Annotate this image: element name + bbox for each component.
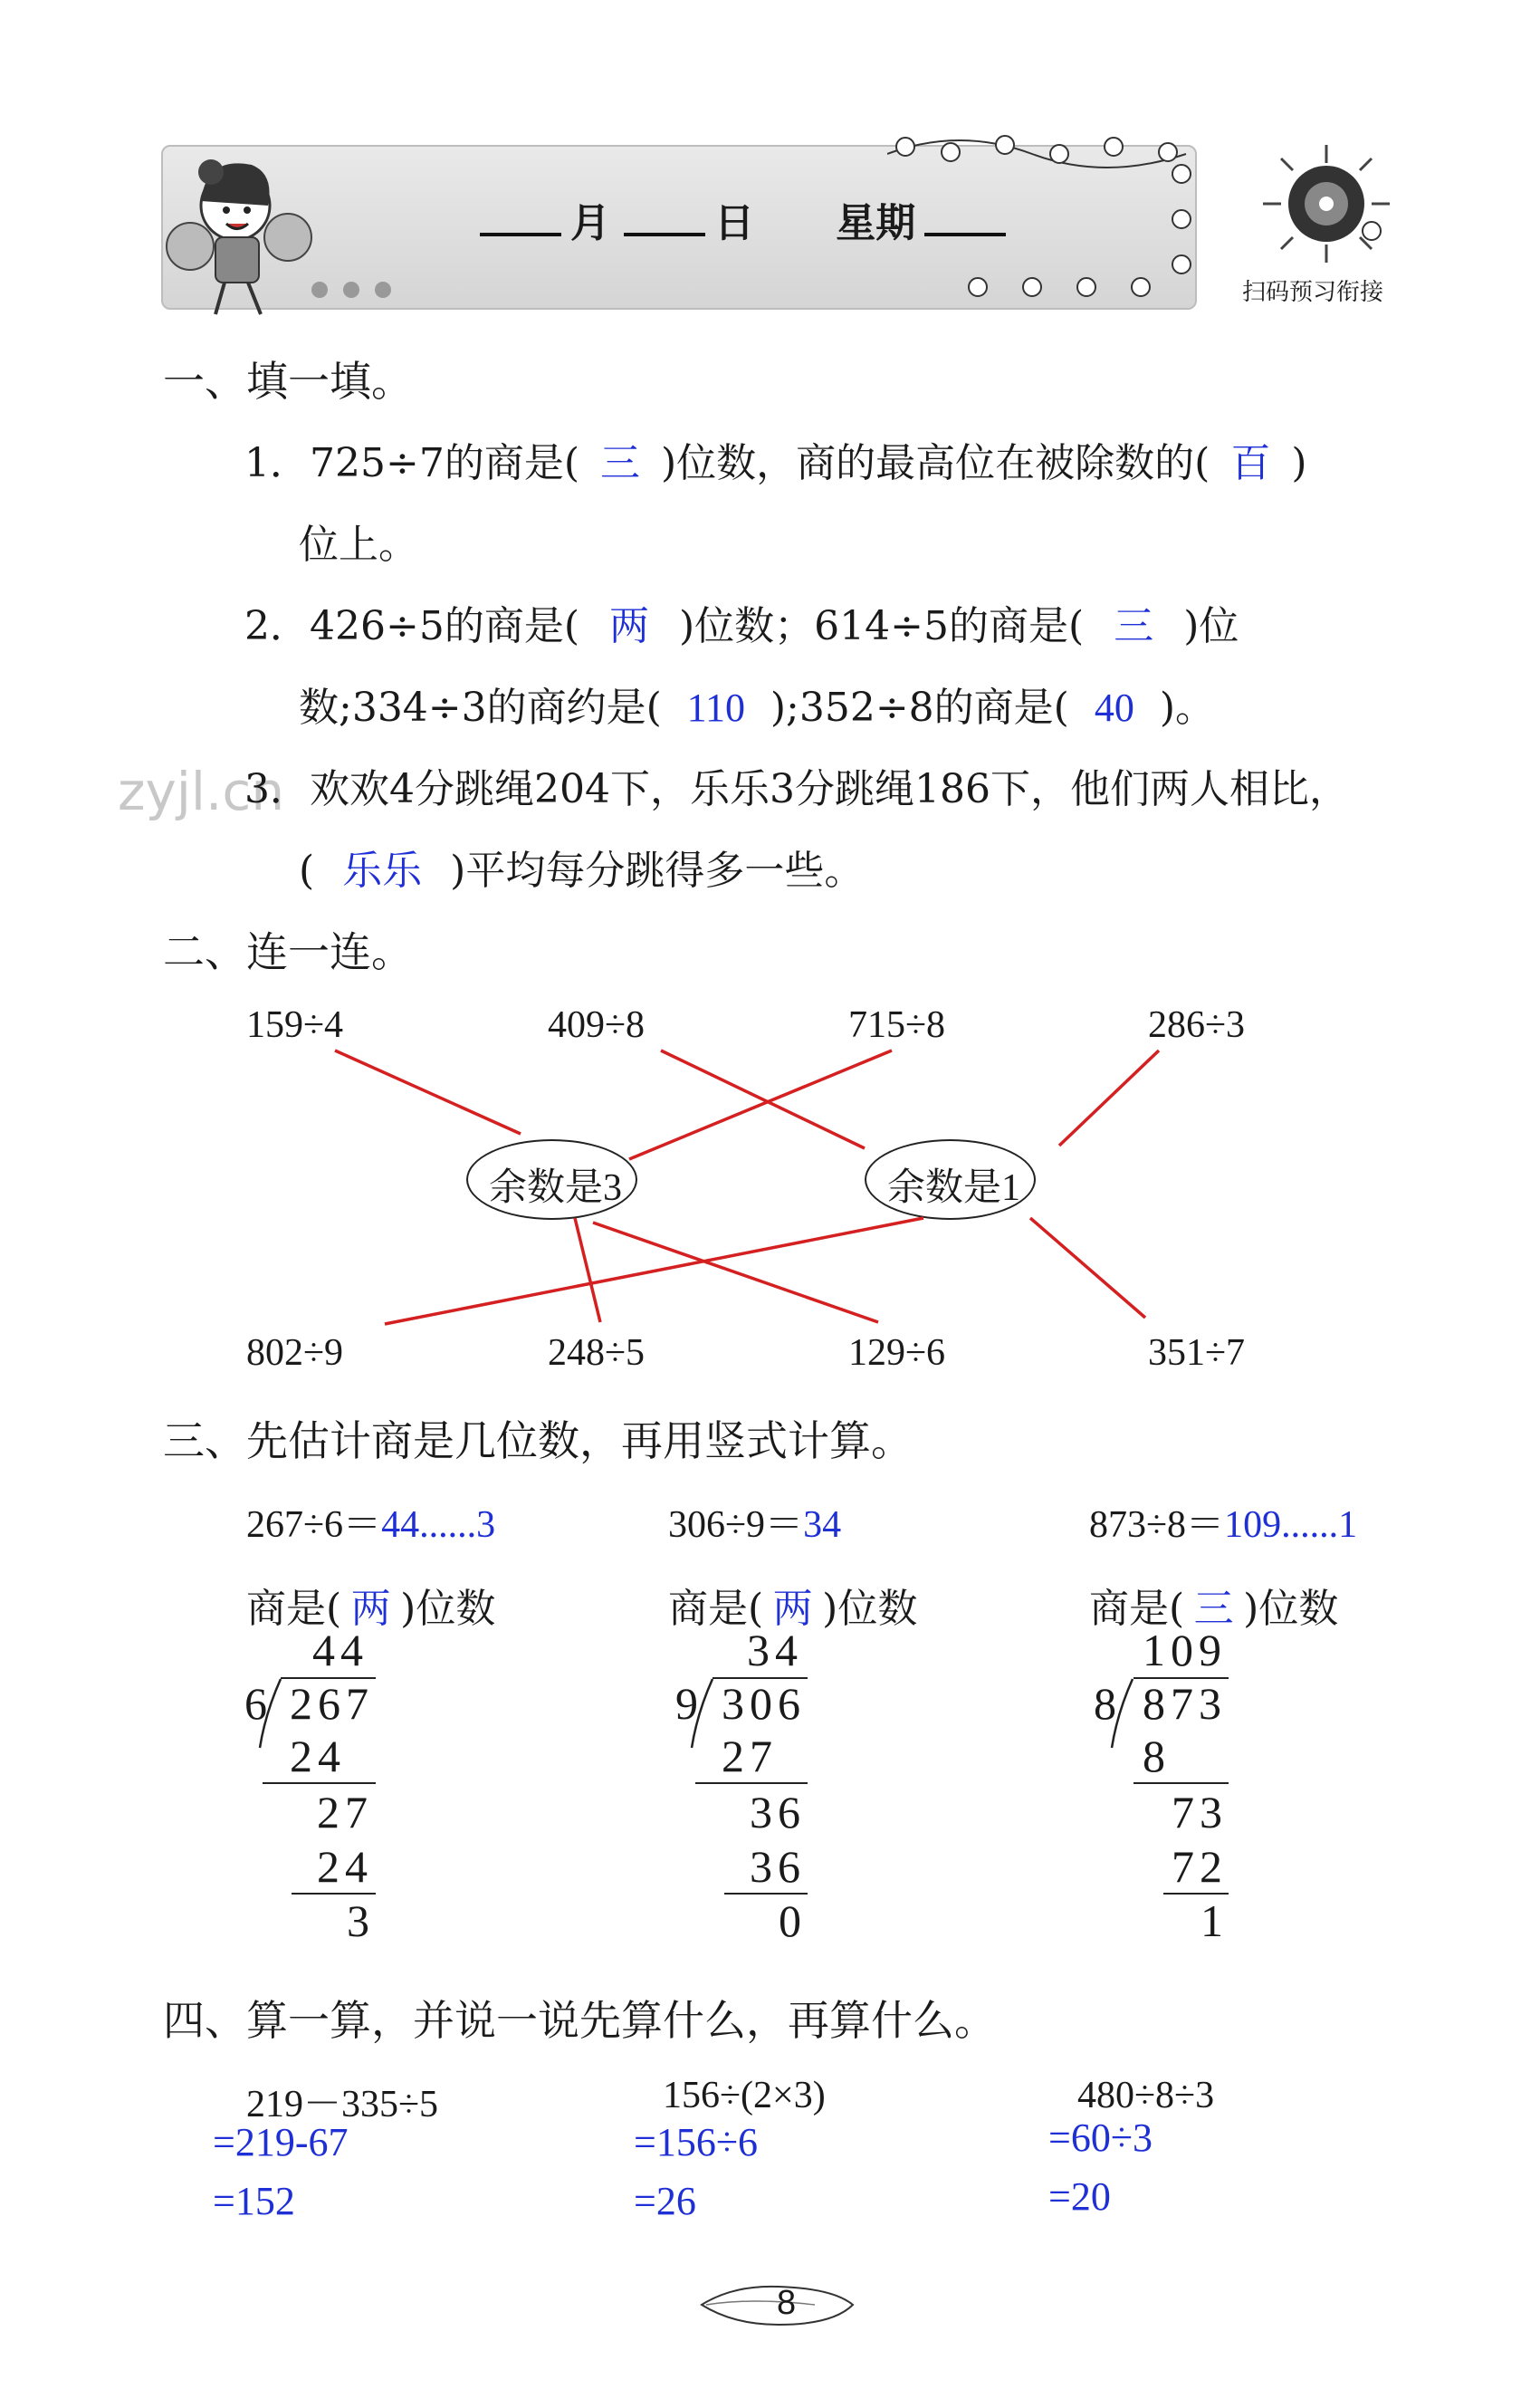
estimate-expr-2 xyxy=(668,1494,841,1549)
calc-step2-2[interactable]: =26 xyxy=(634,2179,696,2223)
q2-text-b: )位数；614÷5的商是( xyxy=(679,603,1085,649)
estimate-expr-1 xyxy=(246,1494,495,1549)
bottom-expr-3[interactable]: 129÷6 xyxy=(848,1332,946,1374)
line-rem1-to-351 xyxy=(1030,1218,1145,1318)
ld3-step2: 73 xyxy=(1172,1787,1228,1837)
line-159-to-rem3 xyxy=(335,1051,521,1134)
top-expr-4[interactable]: 286÷3 xyxy=(1148,1004,1246,1046)
line-rem3-to-248 xyxy=(575,1218,600,1322)
ld2-divisor: 9 xyxy=(675,1678,703,1729)
ld1-rule1 xyxy=(263,1782,376,1784)
calc-step1-2[interactable]: =156÷6 xyxy=(634,2120,758,2164)
calc-step2-1[interactable]: =152 xyxy=(213,2179,295,2223)
bottom-expr-1[interactable]: 802÷9 xyxy=(246,1332,344,1374)
calc-step1-3[interactable]: =60÷3 xyxy=(1048,2115,1153,2160)
q2-text-c: )位 xyxy=(1183,603,1239,649)
digits-label-2b: )位数 xyxy=(822,1586,918,1632)
digits-answer-1[interactable]: 两 xyxy=(350,1587,391,1631)
ld2-bracket xyxy=(690,1677,726,1750)
q1-answer1[interactable]: 三 xyxy=(600,441,641,485)
ld2-step3: 36 xyxy=(750,1841,806,1892)
digits-label-1b: )位数 xyxy=(400,1586,496,1632)
digits-line-1 xyxy=(246,1576,495,1634)
ld2-step1: 27 xyxy=(722,1731,778,1781)
q2-answer1[interactable]: 两 xyxy=(609,604,650,648)
ld1-bar xyxy=(281,1677,376,1679)
estimate-answer-2[interactable]: 34 xyxy=(803,1504,842,1546)
q1-answer2[interactable]: 百 xyxy=(1230,441,1271,485)
q2-text-e: );352÷8的商是( xyxy=(770,685,1069,731)
section3-title: 三、先估计商是几位数，再用竖式计算。 xyxy=(163,1416,913,1465)
ld2-step2: 36 xyxy=(750,1787,806,1837)
q3-text-b: ( xyxy=(299,848,315,894)
q1-text-b: )位数，商的最高位在被除数的( xyxy=(661,440,1210,486)
q2-text-a: 2．426÷5的商是( xyxy=(244,603,580,649)
q3-text-c: )平均每分跳得多一些。 xyxy=(450,848,865,894)
calc-expr-1: 219－335÷5 xyxy=(246,2084,439,2125)
ld3-step1: 8 xyxy=(1143,1731,1171,1781)
digits-label-1a: 商是( xyxy=(246,1586,342,1632)
calc-step2-3[interactable]: =20 xyxy=(1048,2174,1111,2219)
ld1-step1: 24 xyxy=(290,1731,346,1781)
estimate-expr-2-text: 306÷9＝ xyxy=(668,1504,804,1546)
top-expr-2[interactable]: 409÷8 xyxy=(548,1004,646,1046)
estimate-expr-3 xyxy=(1089,1494,1357,1549)
ld3-rule1 xyxy=(1133,1782,1229,1784)
ld1-dividend: 267 xyxy=(290,1678,374,1729)
calc-expr-3: 480÷8÷3 xyxy=(1077,2075,1215,2116)
page-number: 8 xyxy=(777,2284,797,2322)
oval-label-3: 余数是3 xyxy=(489,1167,623,1209)
oval-label-1: 余数是1 xyxy=(887,1167,1021,1209)
ld1-divisor: 6 xyxy=(244,1678,273,1729)
ld3-dividend: 873 xyxy=(1143,1678,1227,1729)
bottom-expr-2[interactable]: 248÷5 xyxy=(548,1332,646,1374)
q2-answer3[interactable]: 110 xyxy=(686,686,746,730)
q1-text-a: 1．725÷7的商是( xyxy=(244,440,580,486)
bottom-expr-4[interactable]: 351÷7 xyxy=(1148,1332,1246,1374)
section2-title: 二、连一连。 xyxy=(163,927,413,976)
q3-line1: 3．欢欢4分跳绳204下，乐乐3分跳绳186下，他们两人相比， xyxy=(244,766,1349,812)
ld3-step4: 1 xyxy=(1200,1895,1229,1946)
ld2-step4: 0 xyxy=(779,1895,807,1946)
ld2-quotient: 34 xyxy=(747,1625,803,1675)
ld1-bracket xyxy=(258,1677,294,1750)
ld3-quotient: 109 xyxy=(1143,1625,1227,1675)
ld3-bracket xyxy=(1110,1677,1146,1750)
estimate-answer-3[interactable]: 109......1 xyxy=(1224,1504,1358,1546)
q2-answer4[interactable]: 40 xyxy=(1094,686,1134,730)
ld1-step2: 27 xyxy=(317,1787,373,1837)
digits-label-3a: 商是( xyxy=(1089,1586,1185,1632)
ld1-step4: 3 xyxy=(347,1895,375,1946)
ld1-quotient: 44 xyxy=(312,1625,368,1675)
ld2-dividend: 306 xyxy=(722,1678,806,1729)
digits-label-2a: 商是( xyxy=(668,1586,764,1632)
line-rem3-to-129 xyxy=(593,1223,878,1322)
q3-answer[interactable]: 乐乐 xyxy=(342,849,423,893)
top-expr-1[interactable]: 159÷4 xyxy=(246,1004,344,1046)
section1-title: 一、填一填。 xyxy=(163,357,413,406)
line-286-to-rem1 xyxy=(1059,1051,1159,1146)
digits-label-3b: )位数 xyxy=(1243,1586,1339,1632)
estimate-answer-1[interactable]: 44......3 xyxy=(381,1504,496,1546)
q1-text-c: ) xyxy=(1291,440,1307,486)
day-label: 日 xyxy=(714,200,755,246)
digits-answer-3[interactable]: 三 xyxy=(1193,1587,1234,1631)
q2-answer2[interactable]: 三 xyxy=(1114,604,1154,648)
q1-line2: 位上。 xyxy=(299,522,418,568)
estimate-expr-3-text: 873÷8＝ xyxy=(1089,1504,1225,1546)
ld3-bar xyxy=(1133,1677,1229,1679)
ld3-step3: 72 xyxy=(1172,1841,1228,1892)
q2-text-f: )。 xyxy=(1159,685,1216,731)
q2-text-d: 数;334÷3的商约是( xyxy=(299,685,662,731)
estimate-expr-1-text: 267÷6＝ xyxy=(246,1504,382,1546)
weekday-label: 星期 xyxy=(836,200,916,246)
calc-expr-2: 156÷(2×3) xyxy=(663,2075,826,2116)
digits-answer-2[interactable]: 两 xyxy=(772,1587,813,1631)
ld2-rule1 xyxy=(695,1782,808,1784)
calc-step1-1[interactable]: =219-67 xyxy=(213,2120,349,2164)
ld3-divisor: 8 xyxy=(1094,1678,1122,1729)
watermark: zyjl.cn xyxy=(118,761,285,822)
ld2-bar xyxy=(713,1677,808,1679)
qr-caption: 扫码预习衔接 xyxy=(1242,279,1384,306)
ld1-step3: 24 xyxy=(317,1841,373,1892)
top-expr-3[interactable]: 715÷8 xyxy=(848,1004,946,1046)
section4-title: 四、算一算，并说一说先算什么，再算什么。 xyxy=(163,1996,996,2045)
month-label: 月 xyxy=(570,200,610,246)
